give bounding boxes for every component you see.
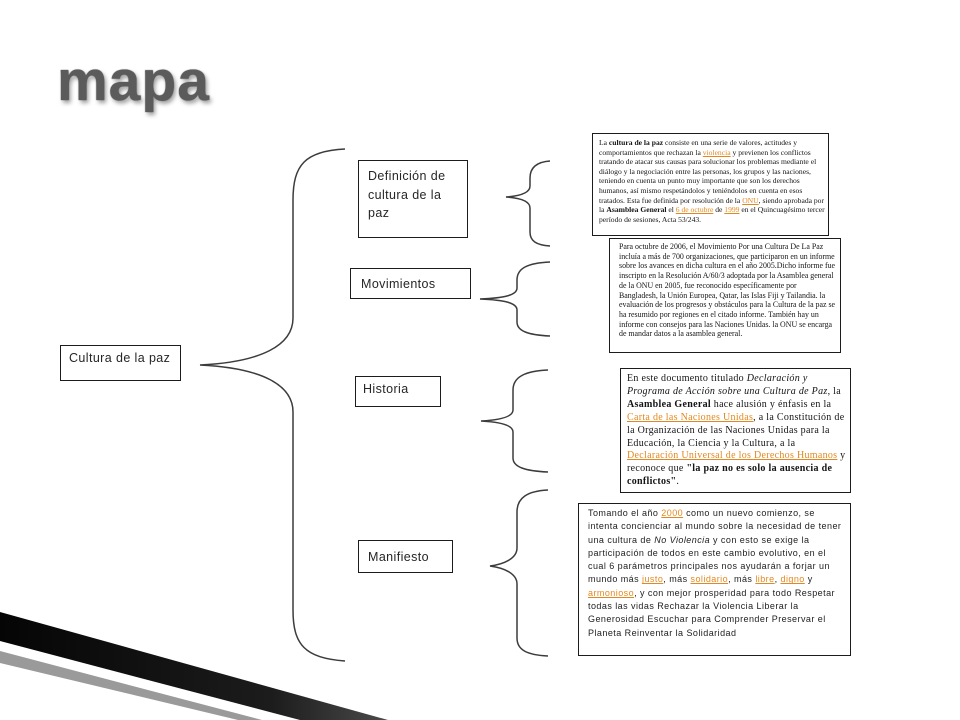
note-text: de bbox=[713, 205, 725, 215]
slide-title: mapa bbox=[57, 49, 210, 113]
note-manifiesto bbox=[578, 503, 851, 656]
note-text: y bbox=[804, 574, 813, 585]
note-text: hace alusión y énfasis en la bbox=[710, 398, 832, 410]
note-link[interactable]: 6 de octubre bbox=[675, 205, 714, 215]
note-text: En este documento titulado bbox=[627, 373, 747, 384]
note-text: , la bbox=[827, 385, 841, 397]
note-text: como un nuevo comienzo, se intenta concienciar al mundo sobre la necesidad de tener una cultura de bbox=[588, 508, 842, 545]
note-text: el bbox=[666, 205, 676, 215]
note-text: Tomando el año bbox=[588, 508, 662, 518]
decorative-swoosh-dark bbox=[0, 612, 388, 720]
note-link[interactable]: libre bbox=[755, 574, 775, 585]
node-movimientos: Movimientos bbox=[350, 268, 471, 299]
note-text: y reconoce que bbox=[627, 450, 846, 475]
note-link[interactable]: Carta de las Naciones Unidas bbox=[627, 411, 754, 423]
node-manifiesto: Manifiesto bbox=[358, 540, 453, 573]
decorative-swoosh-light bbox=[0, 651, 262, 720]
note-bold-text: Asamblea General bbox=[627, 398, 711, 410]
brace-definicion bbox=[506, 161, 550, 246]
note-bold-text: Asamblea General bbox=[606, 205, 667, 215]
note-text: La bbox=[599, 138, 609, 147]
note-movimientos bbox=[609, 238, 841, 353]
note-text: , siendo aprobada por la bbox=[599, 195, 825, 215]
note-text: , bbox=[774, 574, 781, 585]
note-text: Para octubre de 2006, el Movimiento Por una Cultura De La Paz incluía a más de 700 organizaciones, que participaron en un informe sobre los avances en dicha cultura en el año 2005.Dicho informe fue inscripto en la Resolución A/60/3 adoptada por la Asamblea general de la ONU en 2005, fue reconocido específicamente por Bangladesh, la Unión Europea, Qatar, las Islas Fiji y Tailandia. la evaluación de los progresos y obstáculos para la Cultura de la paz se ha resumido por regiones en el citado informe. También hay un informe con consejos para las Naciones Unidas. la ONU se encarga de mandar datos a la asamblea general. bbox=[619, 242, 836, 339]
brace-root bbox=[200, 149, 345, 661]
brace-movimientos bbox=[480, 262, 550, 336]
note-link[interactable]: digno bbox=[780, 574, 805, 585]
note-link[interactable]: 1999 bbox=[724, 205, 740, 215]
note-link[interactable]: armonioso bbox=[588, 587, 635, 598]
note-bold-text: cultura de la paz bbox=[608, 138, 664, 147]
note-text: , más bbox=[663, 574, 691, 585]
note-text: , a la Constitución de la Organización de las Naciones Unidas para la Educación, la Ciencia y la Cultura, a la bbox=[627, 411, 845, 449]
brace-manifiesto bbox=[490, 490, 548, 656]
note-text: y con esto se exige la participación de todos en este cambio evolutivo, en el cual 6 parámetros principales nos ayudarán a forjar un mundo más bbox=[588, 534, 830, 585]
note-link[interactable]: Declaración Universal de los Derechos Humanos bbox=[627, 450, 838, 462]
note-text: consiste en una serie de valores, actitudes y comportamientos que rechazan la bbox=[599, 138, 798, 157]
note-text: , más bbox=[728, 574, 756, 585]
note-text: y previenen los conflictos tratando de atacar sus causas para solucionar los problemas mediante el diálogo y la negociación entre las personas, los grupos y las naciones, teniendo en cuenta un punto muy importante que son los derechos humanos, así mismo respetándolos y teniéndolos en cuenta en esos tratados. Esta fue definida por resolución de la bbox=[599, 147, 817, 205]
note-definicion bbox=[592, 133, 829, 236]
node-definicion: Definición de cultura de la paz bbox=[358, 160, 468, 238]
node-root-cultura-de-la-paz: Cultura de la paz bbox=[60, 345, 181, 381]
brace-historia bbox=[481, 370, 548, 472]
note-italic-text: Declaración y Programa de Acción sobre una Cultura de Paz bbox=[627, 373, 828, 397]
note-link[interactable]: ONU bbox=[742, 195, 759, 205]
note-link[interactable]: 2000 bbox=[661, 508, 684, 518]
note-historia bbox=[620, 368, 851, 493]
note-text: en el Quincuagésimo tercer período de sesiones, Acta 53/243. bbox=[599, 205, 825, 224]
note-link[interactable]: justo bbox=[642, 574, 664, 585]
node-historia: Historia bbox=[355, 376, 441, 407]
note-bold-text: "la paz no es solo la ausencia de conflictos" bbox=[627, 463, 833, 488]
note-italic-text: No Violencia bbox=[654, 534, 711, 545]
note-text: , y con mejor prosperidad para todo Respetar todas las vidas Rechazar la Violencia Liberar la Generosidad Escuchar para Comprender Preservar el Planeta Reinventar la Solidaridad bbox=[588, 587, 835, 638]
note-link[interactable]: violencia bbox=[702, 147, 731, 157]
note-link[interactable]: solidario bbox=[690, 574, 729, 585]
note-text: . bbox=[676, 476, 680, 488]
